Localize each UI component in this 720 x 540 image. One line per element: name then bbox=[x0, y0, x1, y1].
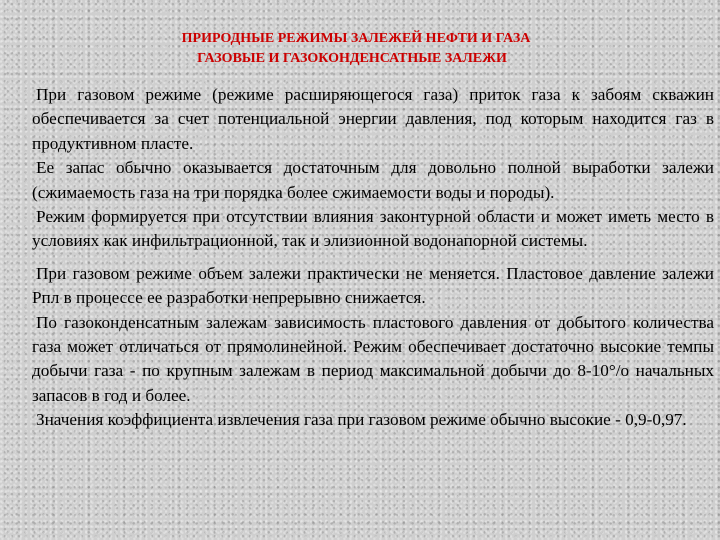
paragraph-6: Значения коэффициента извлечения газа при газовом режиме обычно высокие - 0,9-0,97. bbox=[36, 410, 687, 430]
slide-title-line-2: ГАЗОВЫЕ И ГАЗОКОНДЕНСАТНЫЕ ЗАЛЕЖИ bbox=[197, 51, 507, 66]
paragraph-2: Ее запас обычно оказывается достаточным для довольно полной выработки залежи (сжимаемость газа на три порядка более сжимаемости воды и породы). bbox=[32, 158, 714, 202]
paragraph-1: При газовом режиме (режиме расширяющегося газа) приток газа к забоям скважин обеспечивается за счет потенциальной энергии давления, под которым находится газ в продуктивном пласте. bbox=[32, 85, 714, 153]
paragraph-4: При газовом режиме объем залежи практически не меняется. Пластовое давление залежи Рпл в процессе ее разработки непрерывно снижается. bbox=[32, 263, 714, 308]
slide-body bbox=[32, 83, 714, 433]
paragraph-3: Режим формируется при отсутствии влияния законтурной области и может иметь место в условиях как инфильтрационной, так и элизионной водонапорной системы. bbox=[32, 207, 714, 251]
paragraph-5: По газоконденсатным залежам зависимость пластового давления от добытого количества газа может отличаться от прямолинейной. Режим обеспечивает достаточно высокие темпы добычи газа - по крупным залежам в период максимальной добычи до 8-10°/о начальных запасов в год и более. bbox=[32, 312, 714, 405]
slide-title-line-1: ПРИРОДНЫЕ РЕЖИМЫ ЗАЛЕЖЕЙ НЕФТИ И ГАЗА bbox=[181, 31, 531, 46]
